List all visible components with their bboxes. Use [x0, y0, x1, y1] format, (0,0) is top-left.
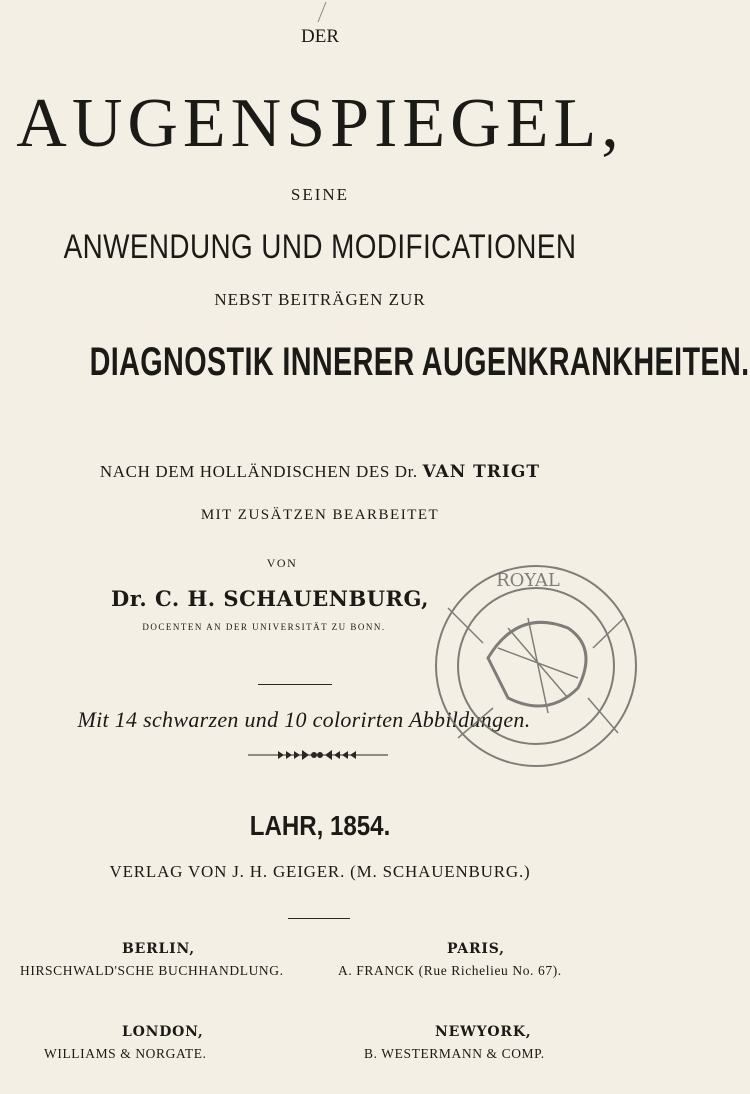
author-affiliation: DOCENTEN AN DER UNIVERSITÄT ZU BONN. — [142, 622, 386, 632]
source-credit — [0, 462, 640, 482]
subtitle-seine: SEINE — [290, 185, 350, 204]
distributor-city-newyork: NEWYORK, — [435, 1024, 532, 1040]
source-credit-prefix: NACH DEM HOLLÄNDISCHEN DES Dr. — [99, 462, 418, 481]
article-der: DER — [301, 26, 339, 47]
divider-rule — [258, 684, 332, 685]
library-stamp-icon — [428, 548, 640, 784]
distributor-firm-london: WILLIAMS & NORGATE. — [44, 1046, 207, 1061]
stamp-text: ROYAL — [496, 570, 560, 591]
distributor-city-paris: PARIS, — [447, 941, 505, 957]
distributor-city-london: LONDON, — [122, 1024, 204, 1040]
subtitle-nebst: NEBST BEITRÄGEN ZUR — [214, 290, 426, 309]
place-and-year: LAHR, 1854. — [249, 810, 391, 841]
distributor-city-berlin: BERLIN, — [122, 941, 195, 957]
author-name: Dr. C. H. SCHAUENBURG, — [111, 586, 429, 611]
von-label: VON — [266, 556, 298, 570]
subtitle-diagnostik: DIAGNOSTIK INNERER AUGENKRANKHEITEN. — [89, 340, 750, 384]
subtitle-anwendung: ANWENDUNG UND MODIFICATIONEN — [63, 228, 577, 266]
original-author: VAN TRIGT — [422, 462, 541, 482]
illustrations-note: Mit 14 schwarzen und 10 colorirten Abbildungen. — [77, 707, 531, 732]
distributor-firm-newyork: B. WESTERMANN & COMP. — [364, 1046, 545, 1061]
ornament-divider-icon — [248, 746, 388, 764]
edition-note: MIT ZUSÄTZEN BEARBEITET — [200, 507, 440, 523]
distributor-firm-berlin: HIRSCHWALD'SCHE BUCHHANDLUNG. — [20, 963, 284, 978]
divider-rule-2 — [288, 918, 350, 919]
book-title: AUGENSPIEGEL, — [16, 85, 624, 162]
distributor-firm-paris: A. FRANCK (Rue Richelieu No. 67). — [338, 963, 562, 978]
publisher-line: VERLAG VON J. H. GEIGER. (M. SCHAUENBURG.) — [109, 862, 531, 881]
